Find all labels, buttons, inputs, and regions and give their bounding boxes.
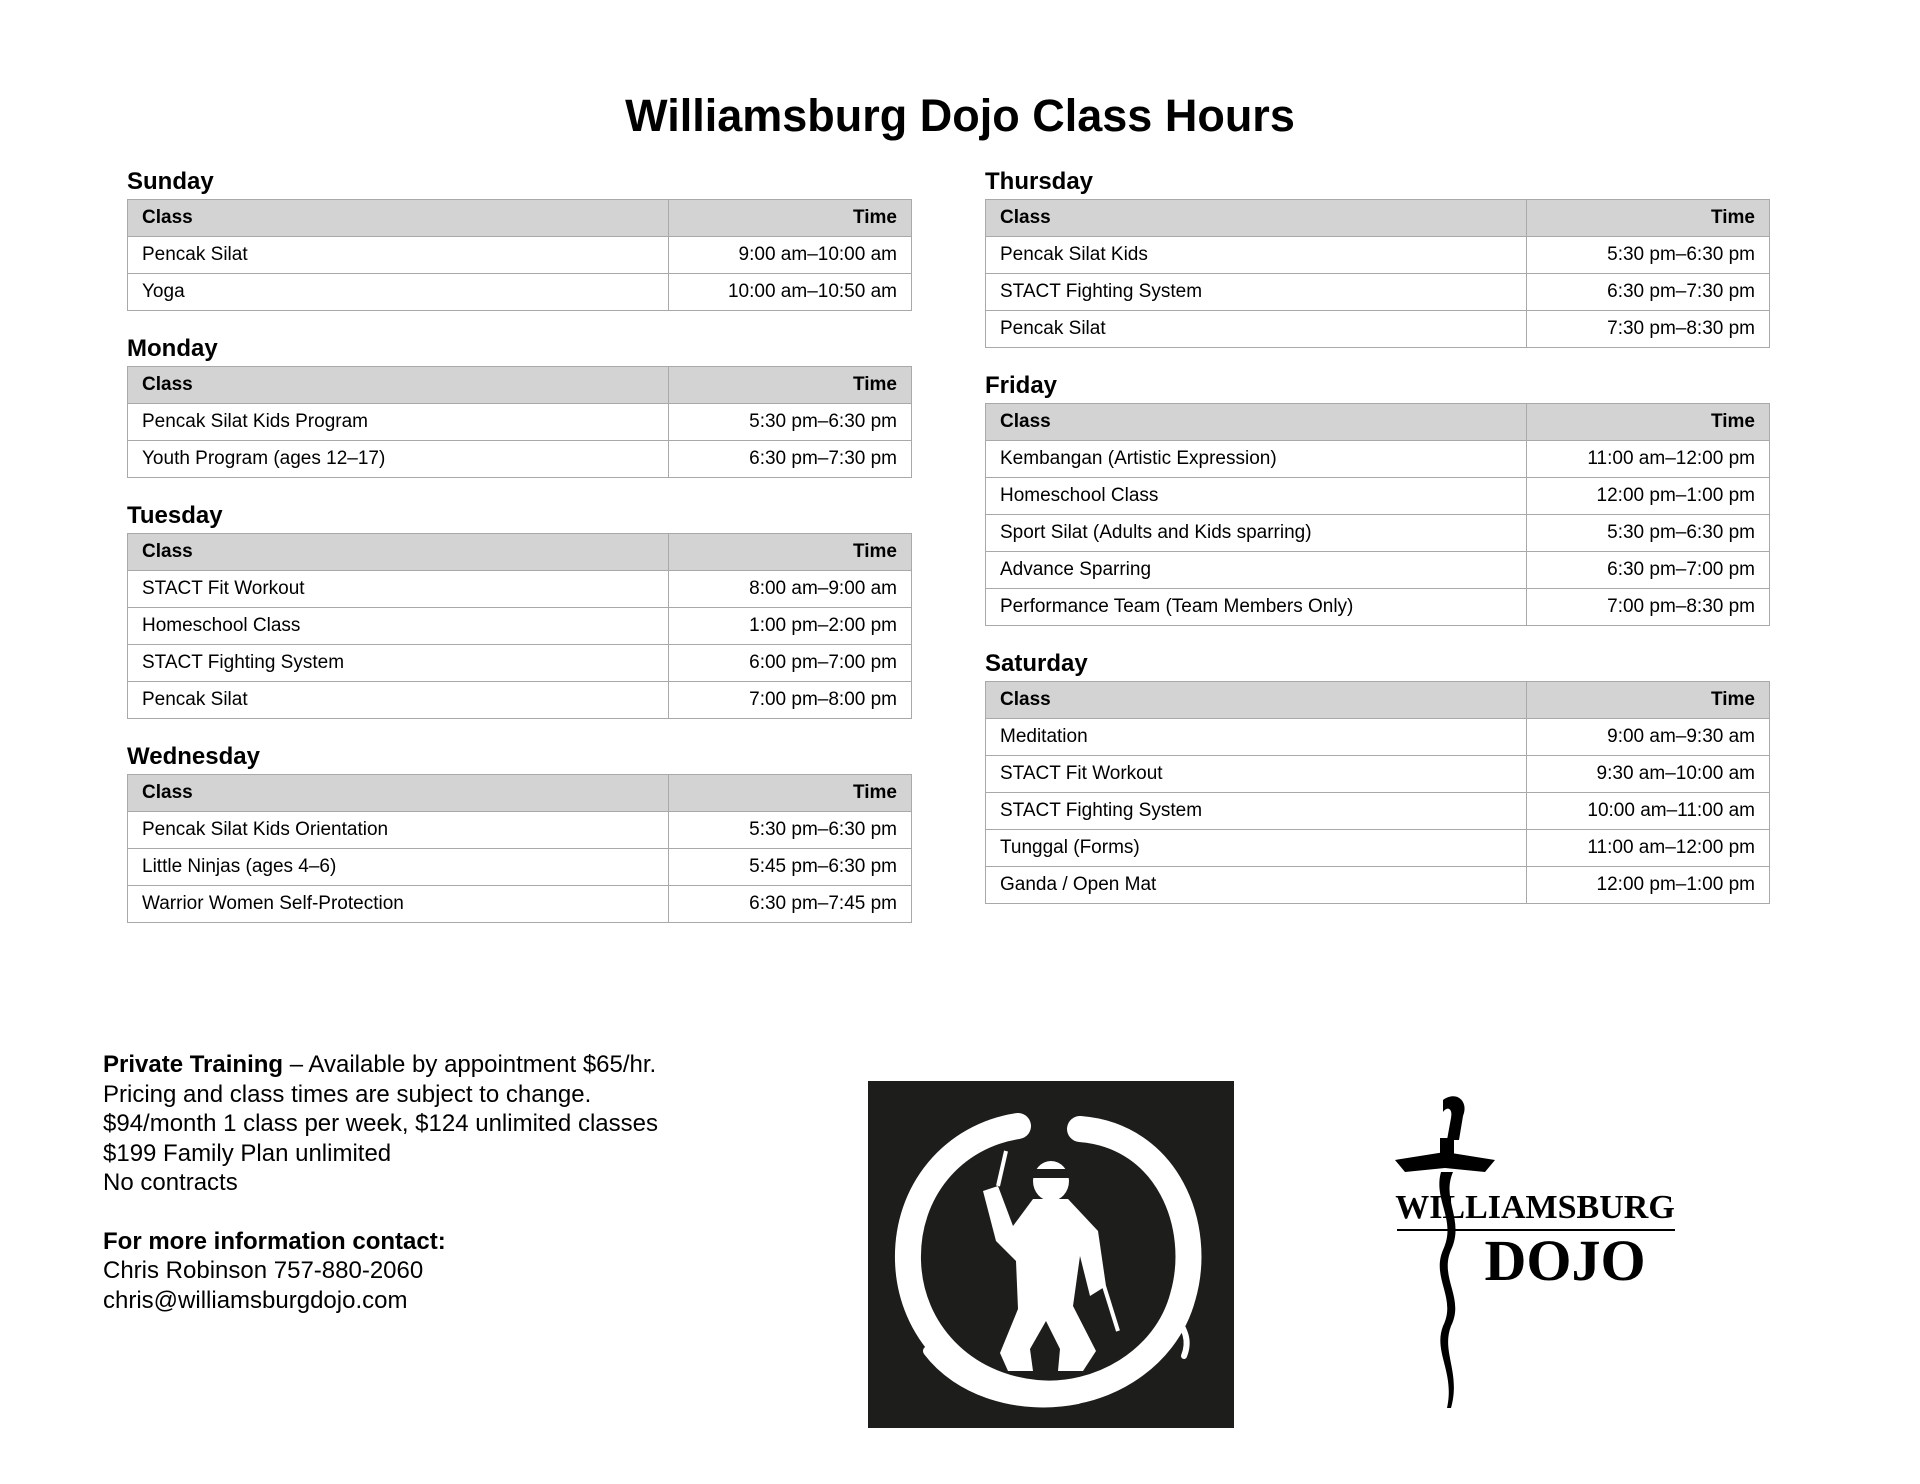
class-name-cell: Homeschool Class xyxy=(128,608,669,645)
class-name-cell: Advance Sparring xyxy=(986,552,1527,589)
class-time-cell: 12:00 pm–1:00 pm xyxy=(1527,478,1770,515)
time-column-header: Time xyxy=(669,534,912,571)
class-time-cell: 6:30 pm–7:30 pm xyxy=(1527,274,1770,311)
class-time-cell: 7:00 pm–8:30 pm xyxy=(1527,589,1770,626)
class-name-cell: Pencak Silat Kids Program xyxy=(128,404,669,441)
class-column-header: Class xyxy=(128,534,669,571)
table-row xyxy=(128,886,912,923)
class-name-cell: Homeschool Class xyxy=(986,478,1527,515)
class-time-cell: 5:30 pm–6:30 pm xyxy=(669,812,912,849)
class-table xyxy=(127,774,912,923)
pricing-note: Pricing and class times are subject to change. xyxy=(103,1080,592,1108)
class-time-cell: 11:00 am–12:00 pm xyxy=(1527,441,1770,478)
class-name-cell: Pencak Silat xyxy=(128,237,669,274)
class-table xyxy=(127,199,912,311)
class-name-cell: Pencak Silat Kids xyxy=(986,237,1527,274)
contact-name: Chris Robinson 757-880-2060 xyxy=(103,1257,424,1284)
class-time-cell: 6:30 pm–7:30 pm xyxy=(669,441,912,478)
day-name: Monday xyxy=(127,335,218,362)
class-time-cell: 5:45 pm–6:30 pm xyxy=(669,849,912,886)
table-row xyxy=(128,849,912,886)
schedule-left-column xyxy=(127,164,911,943)
class-table xyxy=(985,403,1770,626)
class-time-cell: 10:00 am–11:00 am xyxy=(1527,793,1770,830)
table-row xyxy=(986,589,1770,626)
table-row xyxy=(986,719,1770,756)
class-column-header: Class xyxy=(128,775,669,812)
class-name-cell: Performance Team (Team Members Only) xyxy=(986,589,1527,626)
day-name: Sunday xyxy=(127,168,214,195)
day-name: Saturday xyxy=(985,650,1088,677)
class-time-cell: 6:00 pm–7:00 pm xyxy=(669,645,912,682)
class-column-header: Class xyxy=(128,200,669,237)
table-row xyxy=(128,682,912,719)
day-section xyxy=(127,164,911,311)
class-column-header: Class xyxy=(986,404,1527,441)
class-name-cell: Ganda / Open Mat xyxy=(986,867,1527,904)
table-row xyxy=(986,311,1770,348)
contact-email: chris@williamsburgdojo.com xyxy=(103,1286,408,1314)
time-column-header: Time xyxy=(1527,200,1770,237)
private-training-label: Private Training xyxy=(103,1051,284,1078)
schedule-right-column xyxy=(985,164,1769,924)
class-name-cell: STACT Fighting System xyxy=(986,793,1527,830)
table-row xyxy=(986,552,1770,589)
page-title: Williamsburg Dojo Class Hours xyxy=(625,90,1295,141)
table-header-row xyxy=(986,682,1770,719)
day-section xyxy=(127,498,911,719)
class-name-cell: Sport Silat (Adults and Kids sparring) xyxy=(986,515,1527,552)
class-time-cell: 11:00 am–12:00 pm xyxy=(1527,830,1770,867)
table-row xyxy=(986,867,1770,904)
class-name-cell: Tunggal (Forms) xyxy=(986,830,1527,867)
logo-text-dojo: DOJO xyxy=(1484,1228,1646,1293)
table-row xyxy=(128,404,912,441)
table-row xyxy=(986,756,1770,793)
class-time-cell: 1:00 pm–2:00 pm xyxy=(669,608,912,645)
day-section xyxy=(127,331,911,478)
time-column-header: Time xyxy=(669,775,912,812)
day-name: Tuesday xyxy=(127,502,223,529)
class-time-cell: 7:00 pm–8:00 pm xyxy=(669,682,912,719)
table-header-row xyxy=(128,775,912,812)
class-table xyxy=(985,681,1770,904)
contact-heading: For more information contact: xyxy=(103,1227,446,1255)
class-time-cell: 9:00 am–10:00 am xyxy=(669,237,912,274)
class-column-header: Class xyxy=(986,682,1527,719)
class-name-cell: STACT Fit Workout xyxy=(986,756,1527,793)
class-time-cell: 5:30 pm–6:30 pm xyxy=(1527,237,1770,274)
table-row xyxy=(128,645,912,682)
class-time-cell: 6:30 pm–7:00 pm xyxy=(1527,552,1770,589)
class-name-cell: Yoga xyxy=(128,274,669,311)
day-name: Friday xyxy=(985,372,1058,399)
private-training-line xyxy=(103,1050,658,1080)
class-name-cell: Pencak Silat xyxy=(128,682,669,719)
table-row xyxy=(986,830,1770,867)
class-name-cell: STACT Fighting System xyxy=(128,645,669,682)
class-name-cell: Pencak Silat xyxy=(986,311,1527,348)
ninja-circle-logo xyxy=(868,1081,1234,1428)
class-time-cell: 5:30 pm–6:30 pm xyxy=(669,404,912,441)
day-name: Thursday xyxy=(985,168,1094,195)
day-section xyxy=(985,646,1769,904)
class-time-cell: 12:00 pm–1:00 pm xyxy=(1527,867,1770,904)
time-column-header: Time xyxy=(669,367,912,404)
class-time-cell: 5:30 pm–6:30 pm xyxy=(1527,515,1770,552)
class-table xyxy=(985,199,1770,348)
private-training-text: – Available by appointment $65/hr. xyxy=(283,1051,657,1078)
class-column-header: Class xyxy=(986,200,1527,237)
family-plan: $199 Family Plan unlimited xyxy=(103,1139,392,1167)
table-row xyxy=(986,793,1770,830)
table-header-row xyxy=(986,200,1770,237)
table-row xyxy=(128,812,912,849)
day-name: Wednesday xyxy=(127,743,260,770)
table-row xyxy=(128,237,912,274)
table-row xyxy=(986,515,1770,552)
class-name-cell: Kembangan (Artistic Expression) xyxy=(986,441,1527,478)
table-row xyxy=(986,478,1770,515)
monthly-pricing: $94/month 1 class per week, $124 unlimited classes xyxy=(103,1110,658,1137)
table-row xyxy=(986,274,1770,311)
table-row xyxy=(128,441,912,478)
table-row xyxy=(128,608,912,645)
class-table xyxy=(127,533,912,719)
class-name-cell: Meditation xyxy=(986,719,1527,756)
class-time-cell: 7:30 pm–8:30 pm xyxy=(1527,311,1770,348)
class-time-cell: 9:30 am–10:00 am xyxy=(1527,756,1770,793)
table-header-row xyxy=(128,534,912,571)
footer-info xyxy=(103,1050,658,1315)
time-column-header: Time xyxy=(1527,682,1770,719)
class-time-cell: 9:00 am–9:30 am xyxy=(1527,719,1770,756)
class-name-cell: STACT Fit Workout xyxy=(128,571,669,608)
class-name-cell: Pencak Silat Kids Orientation xyxy=(128,812,669,849)
table-row xyxy=(986,237,1770,274)
table-header-row xyxy=(128,367,912,404)
class-name-cell: Little Ninjas (ages 4–6) xyxy=(128,849,669,886)
class-time-cell: 6:30 pm–7:45 pm xyxy=(669,886,912,923)
table-header-row xyxy=(986,404,1770,441)
table-row xyxy=(986,441,1770,478)
class-time-cell: 10:00 am–10:50 am xyxy=(669,274,912,311)
day-section xyxy=(985,368,1769,626)
table-row xyxy=(128,571,912,608)
ninja-logo-icon xyxy=(868,1081,1234,1428)
class-table xyxy=(127,366,912,478)
day-section xyxy=(985,164,1769,348)
table-row xyxy=(128,274,912,311)
logo-text-williamsburg: WILLIAMSBURG xyxy=(1395,1189,1675,1226)
class-name-cell: STACT Fighting System xyxy=(986,274,1527,311)
kris-dagger-logo-icon xyxy=(1385,1090,1685,1420)
table-header-row xyxy=(128,200,912,237)
williamsburg-dojo-logo xyxy=(1385,1090,1685,1420)
time-column-header: Time xyxy=(1527,404,1770,441)
class-name-cell: Youth Program (ages 12–17) xyxy=(128,441,669,478)
class-name-cell: Warrior Women Self-Protection xyxy=(128,886,669,923)
contracts-note: No contracts xyxy=(103,1169,238,1196)
day-section xyxy=(127,739,911,923)
class-time-cell: 8:00 am–9:00 am xyxy=(669,571,912,608)
time-column-header: Time xyxy=(669,200,912,237)
class-column-header: Class xyxy=(128,367,669,404)
